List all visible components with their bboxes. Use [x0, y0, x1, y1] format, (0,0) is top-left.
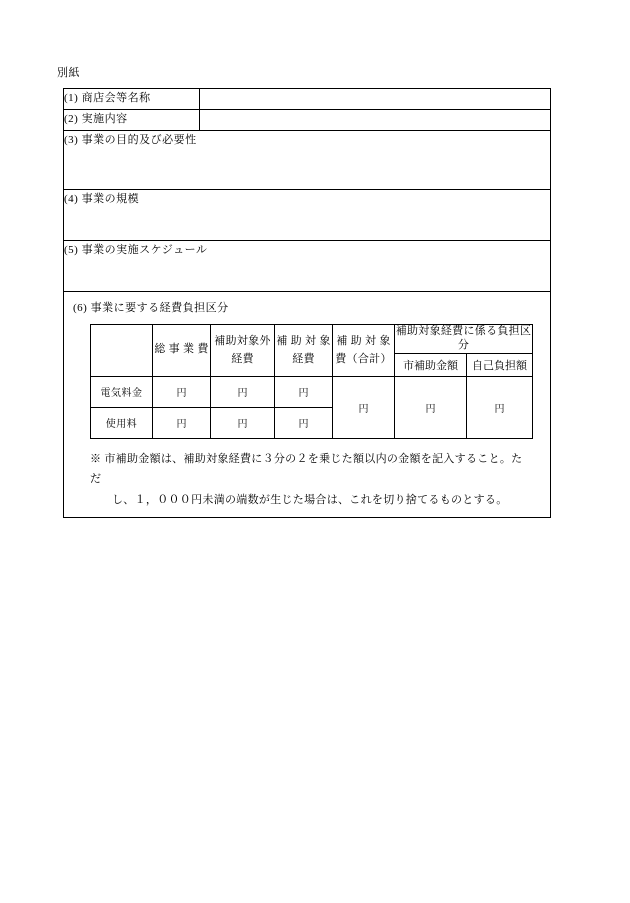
- field-label-text: 商店会等名称: [81, 92, 151, 104]
- field-label-text: 事業に要する経費負担区分: [90, 302, 229, 314]
- sheet-label: 別紙: [57, 67, 80, 79]
- cost-header-subtotal-line2: 費（合計）: [335, 353, 392, 366]
- application-form-table: [63, 88, 551, 518]
- cost-value-electricity-out[interactable]: 円: [211, 376, 275, 407]
- field-number: (1): [64, 92, 79, 104]
- field-value-shop-name[interactable]: [200, 89, 551, 110]
- cost-value-usage-in[interactable]: 円: [275, 407, 333, 438]
- note-marker: ※: [90, 452, 102, 465]
- cost-note: [73, 449, 541, 512]
- cost-value-electricity-total[interactable]: 円: [153, 376, 211, 407]
- cost-header-blank: [91, 325, 153, 377]
- cost-header-self-burden: 自己負担額: [467, 353, 533, 376]
- cost-header-out-line1: 補助対象外: [214, 334, 271, 347]
- cost-value-usage-out[interactable]: 円: [211, 407, 275, 438]
- cost-value-self-burden[interactable]: 円: [467, 376, 533, 438]
- table-row: [64, 131, 551, 190]
- field-label-text: 事業の目的及び必要性: [81, 134, 197, 146]
- table-row: [64, 241, 551, 292]
- table-row: [64, 110, 551, 131]
- field-label-implementation: [64, 110, 200, 131]
- field-number: (5): [64, 244, 79, 256]
- field-number: (2): [64, 113, 79, 125]
- cost-header-subtotal: [333, 325, 395, 377]
- table-row: [64, 292, 551, 518]
- cost-value-city-subsidy[interactable]: 円: [395, 376, 467, 438]
- cost-header-subtotal-line1: 補 助 対 象: [336, 334, 391, 347]
- note-line-1: 市補助金額は、補助対象経費に３分の２を乗じた額以内の金額を記入すること。ただ: [90, 452, 523, 486]
- cost-header-in-line2: 経費: [292, 353, 315, 366]
- cost-breakdown-table: [90, 324, 533, 439]
- field-number: (3): [64, 134, 79, 146]
- cost-value-subtotal[interactable]: 円: [333, 376, 395, 438]
- field-schedule[interactable]: [64, 241, 551, 292]
- table-row: [64, 190, 551, 241]
- cost-header-out-line2: 経費: [231, 353, 254, 366]
- cost-header-out-of-scope: [211, 325, 275, 377]
- field-number: (6): [73, 302, 88, 314]
- note-line-2: し、１，０００円未満の端数が生じた場合は、これを切り捨てるものとする。: [112, 494, 508, 507]
- field-cost-breakdown: [64, 292, 551, 518]
- cost-row-name-electricity: 電気料金: [91, 376, 153, 407]
- field-purpose[interactable]: [64, 131, 551, 190]
- field-number: (4): [64, 193, 79, 205]
- field-label-text: 事業の実施スケジュール: [81, 244, 208, 256]
- field-value-implementation[interactable]: [200, 110, 551, 131]
- table-row: [91, 376, 533, 407]
- table-row: [64, 89, 551, 110]
- field-label-text: 事業の規模: [81, 193, 140, 205]
- cost-row-name-usage-fee: 使用料: [91, 407, 153, 438]
- cost-value-electricity-in[interactable]: 円: [275, 376, 333, 407]
- cost-header-row-1: [91, 325, 533, 354]
- cost-section-title: [73, 299, 541, 315]
- cost-header-in-scope: [275, 325, 333, 377]
- field-scale[interactable]: [64, 190, 551, 241]
- field-label-text: 実施内容: [81, 113, 128, 125]
- cost-header-in-line1: 補 助 対 象: [276, 334, 331, 347]
- cost-header-burden-group: 補助対象経費に係る負担区分: [395, 325, 533, 354]
- cost-header-city-subsidy: 市補助金額: [395, 353, 467, 376]
- cost-header-total: 総 事 業 費: [153, 325, 211, 377]
- field-label-shop-name: [64, 89, 200, 110]
- cost-value-usage-total[interactable]: 円: [153, 407, 211, 438]
